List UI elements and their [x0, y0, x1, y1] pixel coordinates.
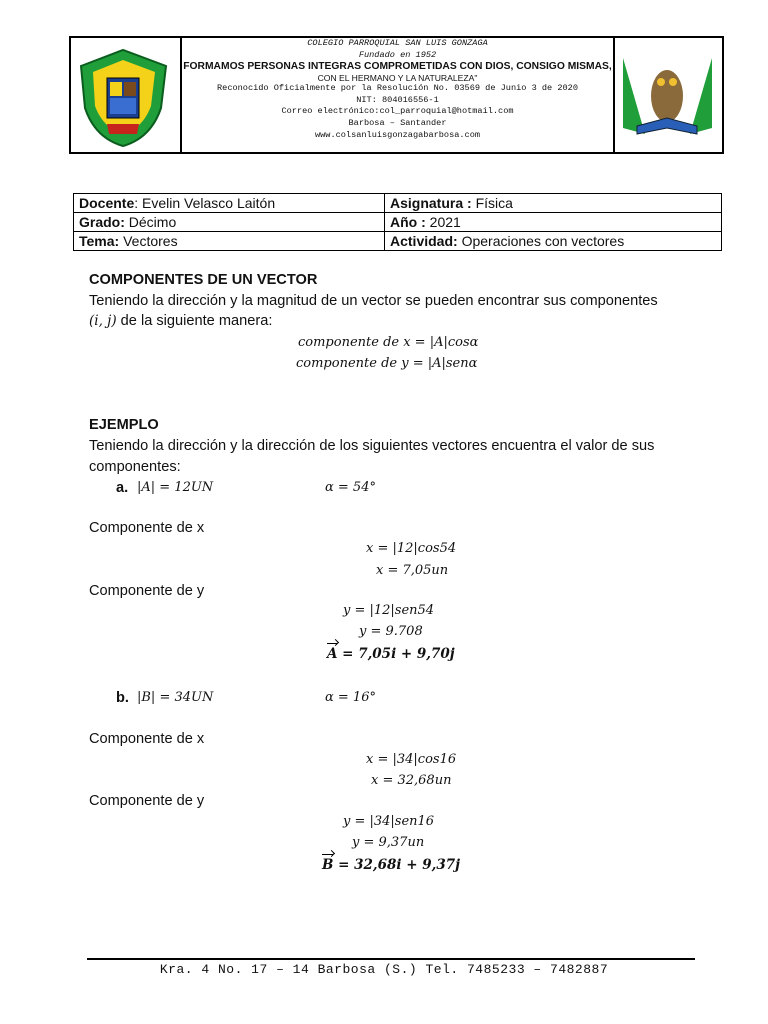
item-b-component-x-label: Componente de x — [89, 731, 205, 747]
item-a-y-result: y = 9.708 — [359, 624, 423, 639]
city-text: Barbosa – Santander — [348, 117, 447, 128]
footer-divider — [87, 958, 695, 960]
section1-paragraph-line2: (i, j) de la siguiente manera: — [89, 313, 273, 329]
item-a-label: a. — [116, 480, 129, 496]
item-a-x-result: x = 7,05un — [376, 563, 449, 578]
motto-line-2: CON EL HERMANO Y LA NATURALEZA" — [317, 73, 478, 84]
example-paragraph-line1: Teniendo la dirección y la dirección de los siguientes vectores encuentra el valor de sus — [89, 438, 655, 454]
item-b-angle: α = 16° — [325, 690, 376, 705]
section-title-components: COMPONENTES DE UN VECTOR — [89, 272, 318, 288]
school-crest-logo — [71, 38, 182, 152]
asignatura-cell: Asignatura : Física — [385, 194, 722, 213]
formula-component-y: componente de y = |A|senα — [296, 356, 478, 371]
item-a-component-y-label: Componente de y — [89, 583, 205, 599]
letterhead — [69, 36, 724, 154]
email-text: Correo electrónico:col_parroquial@hotmail.com — [281, 106, 514, 117]
docente-cell: Docente: Evelin Velasco Laitón — [74, 194, 385, 213]
item-a-component-x-label: Componente de x — [89, 520, 205, 536]
school-name: COLEGIO PARROQUIAL SAN LUIS GONZAGA — [307, 38, 488, 48]
letterhead-text — [182, 38, 615, 152]
item-b-y-result: y = 9,37un — [352, 835, 425, 850]
course-info-table — [73, 193, 722, 251]
motto-line: FORMAMOS PERSONAS INTEGRAS COMPROMETIDAS CON DIOS, CONSIGO MISMAS, — [183, 61, 612, 73]
item-b-component-y-label: Componente de y — [89, 793, 205, 809]
tema-cell: Tema: Vectores — [74, 232, 385, 251]
item-a-vector-result: A = 7,05i + 9,70j — [327, 646, 455, 662]
item-b-magnitude: |B| = 34UN — [137, 690, 214, 705]
item-a-magnitude: |A| = 12UN — [137, 480, 214, 495]
item-a-y-formula: y = |12|sen54 — [343, 603, 435, 618]
owl-book-logo — [615, 38, 722, 152]
grado-cell: Grado: Décimo — [74, 213, 385, 232]
item-a-x-formula: x = |12|cos54 — [366, 541, 457, 556]
item-b-x-result: x = 32,68un — [371, 773, 452, 788]
item-b-y-formula: y = |34|sen16 — [343, 814, 435, 829]
resolution-text: Reconocido Oficialmente por la Resolución No. 03569 de Junio 3 de 2020 — [217, 83, 578, 94]
item-b-vector-result: B = 32,68i + 9,37j — [322, 857, 461, 873]
item-b-label: b. — [116, 690, 129, 706]
nit-text: NIT: 804016556-1 — [356, 94, 439, 105]
item-b-x-formula: x = |34|cos16 — [366, 752, 457, 767]
actividad-cell: Actividad: Operaciones con vectores — [385, 232, 722, 251]
example-title: EJEMPLO — [89, 417, 159, 433]
item-a-angle: α = 54° — [325, 480, 376, 495]
anio-cell: Año : 2021 — [385, 213, 722, 232]
footer-address: Kra. 4 No. 17 – 14 Barbosa (S.) Tel. 7485233 – 7482887 — [159, 962, 609, 977]
website-text: www.colsanluisgonzagabarbosa.com — [314, 129, 481, 140]
section1-paragraph-line1: Teniendo la dirección y la magnitud de un vector se pueden encontrar sus componentes — [89, 293, 658, 309]
founded-text: Fundado en 1952 — [358, 49, 437, 60]
formula-component-x: componente de x = |A|cosα — [298, 335, 479, 350]
example-paragraph-line2: componentes: — [89, 459, 181, 475]
